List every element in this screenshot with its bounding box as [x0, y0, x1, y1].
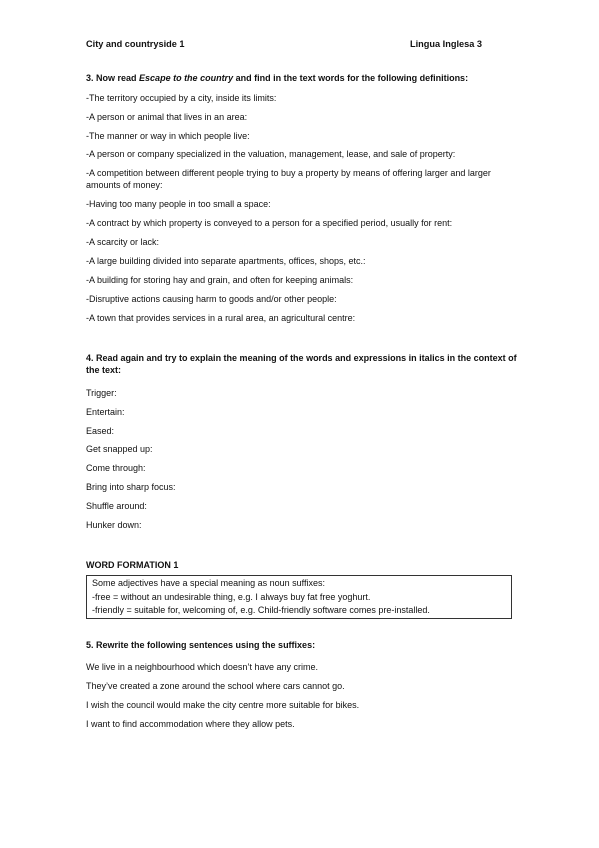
- header-subject: Lingua Inglesa 3: [410, 39, 482, 49]
- q3-item: -A contract by which property is conveyed to a person for a specified period, usually for rent:: [86, 218, 453, 228]
- q4-item: Entertain:: [86, 407, 125, 417]
- word-formation-line: -friendly = suitable for, welcoming of, e.g. Child-friendly software comes pre-installed.: [92, 605, 430, 615]
- q4-item: Get snapped up:: [86, 444, 153, 454]
- q3-item: -Disruptive actions causing harm to goods and/or other people:: [86, 294, 337, 304]
- q4-item: Trigger:: [86, 388, 117, 398]
- q4-item: Hunker down:: [86, 520, 142, 530]
- q5-title: Rewrite the following sentences using the suffixes:: [96, 640, 316, 650]
- q5-item: They’ve created a zone around the school where cars cannot go.: [86, 681, 345, 691]
- q3-pre: Now read: [96, 73, 140, 83]
- q3-item: -A town that provides services in a rural area, an agricultural centre:: [86, 313, 356, 323]
- q3-heading: [86, 72, 468, 84]
- q3-item: -A building for storing hay and grain, and often for keeping animals:: [86, 275, 354, 285]
- q3-item: -A person or company specialized in the valuation, management, lease, and sale of property:: [86, 149, 456, 159]
- header-course-title: City and countryside 1: [86, 39, 185, 49]
- word-formation-title: WORD FORMATION 1: [86, 560, 179, 570]
- word-formation-line: Some adjectives have a special meaning as noun suffixes:: [92, 578, 325, 588]
- q3-item: -A scarcity or lack:: [86, 237, 160, 247]
- q3-item: -A competition between different people trying to buy a property by means of offering larger and larger amounts of money:: [86, 168, 491, 190]
- q5-item: I wish the council would make the city centre more suitable for bikes.: [86, 700, 360, 710]
- q4-item: Shuffle around:: [86, 501, 147, 511]
- q5-item: I want to find accommodation where they allow pets.: [86, 719, 295, 729]
- word-formation-box: [86, 575, 512, 619]
- q3-item: -A person or animal that lives in an area:: [86, 112, 248, 122]
- q4-heading: [86, 352, 526, 376]
- q4-item: Eased:: [86, 426, 115, 436]
- q3-italic-title: Escape to the country: [139, 73, 234, 83]
- word-formation-line: -free = without an undesirable thing, e.g. I always buy fat free yoghurt.: [92, 591, 371, 602]
- q3-item: -The manner or way in which people live:: [86, 131, 250, 141]
- q4-item: Come through:: [86, 463, 146, 473]
- q5-heading: [86, 639, 315, 651]
- q5-item: We live in a neighbourhood which doesn’t have any crime.: [86, 662, 318, 672]
- q4-title: Read again and try to explain the meaning of the words and expressions in italics in the context of the text:: [86, 353, 517, 375]
- q3-item: -A large building divided into separate apartments, offices, shops, etc.:: [86, 256, 366, 266]
- q5-number: 5.: [86, 640, 94, 650]
- q3-post: and find in the text words for the following definitions:: [233, 73, 469, 83]
- q4-item: Bring into sharp focus:: [86, 482, 176, 492]
- q3-item: -The territory occupied by a city, inside its limits:: [86, 93, 277, 103]
- q3-number: 3.: [86, 73, 94, 83]
- q4-number: 4.: [86, 353, 94, 363]
- q3-item: -Having too many people in too small a space:: [86, 199, 271, 209]
